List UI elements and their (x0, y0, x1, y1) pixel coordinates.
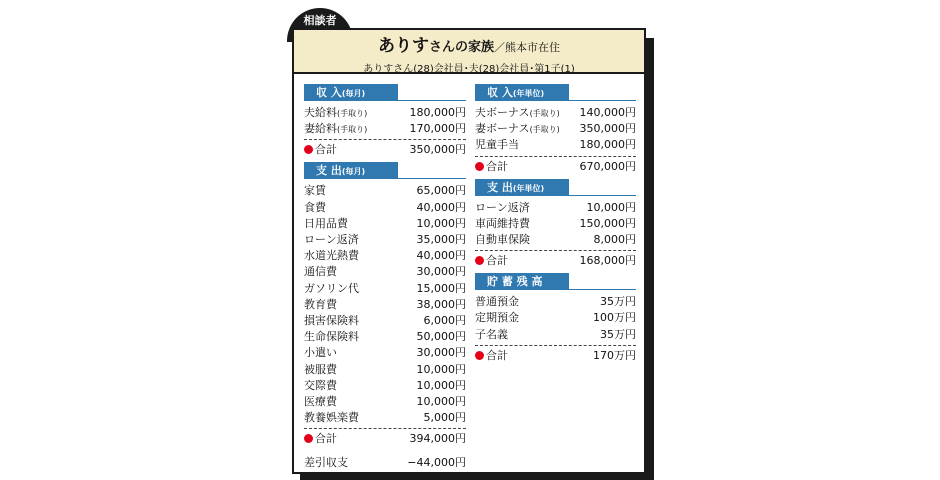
total-label: 合計 (486, 348, 508, 362)
balance-value: −44,000円 (407, 456, 466, 470)
section-title: 収 入 (487, 86, 513, 99)
table-row (475, 136, 636, 152)
table-row (304, 328, 466, 344)
row-label: 妻給料 (304, 122, 337, 136)
total-value: 350,000円 (409, 143, 466, 157)
row-label: 日用品費 (304, 216, 348, 230)
balance-label: 差引収支 (304, 456, 348, 470)
row-value: 10,000円 (416, 362, 466, 376)
row-label: ローン返済 (475, 200, 530, 214)
row-value: 180,000円 (579, 138, 636, 152)
expense-monthly-heading (304, 162, 466, 179)
row-value: 140,000円 (579, 106, 636, 120)
consultant-tag: 相談者 (287, 8, 353, 42)
row-value: 35万円 (600, 295, 636, 309)
table-row (304, 182, 466, 198)
row-value: 50,000円 (416, 330, 466, 344)
row-label: ローン返済 (304, 233, 359, 247)
row-label: ガソリン代 (304, 281, 359, 295)
total-value: 170万円 (593, 348, 636, 362)
row-value: 150,000円 (579, 216, 636, 230)
table-row (475, 309, 636, 325)
household-budget-card (292, 28, 646, 474)
total-row (475, 345, 636, 364)
total-row (304, 428, 466, 447)
row-label: 普通預金 (475, 295, 519, 309)
row-label: 小遣い (304, 346, 337, 360)
row-label: 通信費 (304, 265, 337, 279)
table-row (475, 120, 636, 136)
income-monthly-heading (304, 84, 466, 101)
total-value: 670,000円 (579, 159, 636, 173)
table-row (475, 199, 636, 215)
family-title (294, 37, 644, 57)
table-row (304, 247, 466, 263)
row-label-note: (手取り) (337, 109, 368, 119)
total-label: 合計 (315, 432, 337, 446)
row-value: 170,000円 (409, 122, 466, 136)
row-value: 40,000円 (416, 200, 466, 214)
table-row (304, 409, 466, 425)
row-label: 車両維持費 (475, 216, 530, 230)
row-value: 10,000円 (586, 200, 636, 214)
savings-heading (475, 273, 636, 290)
table-row (304, 280, 466, 296)
row-label: 損害保険料 (304, 313, 359, 327)
balance-row (304, 451, 466, 473)
income-yearly-heading (475, 84, 636, 101)
card-header (294, 30, 644, 74)
section-title: 支 出 (487, 180, 513, 194)
right-column (475, 84, 636, 368)
row-label: 生命保険料 (304, 330, 359, 344)
total-value: 394,000円 (409, 432, 466, 446)
total-row (475, 250, 636, 269)
row-label: 夫給料 (304, 106, 337, 120)
table-row (304, 296, 466, 312)
table-row (475, 104, 636, 120)
row-label: 夫ボーナス (475, 106, 530, 120)
table-row (475, 231, 636, 247)
row-label: 水道光熱費 (304, 249, 359, 263)
row-value: 65,000円 (416, 184, 466, 198)
row-label: 自動車保険 (475, 233, 530, 247)
row-label: 教育費 (304, 297, 337, 311)
family-name: ありす (377, 36, 429, 56)
expense-yearly-heading (475, 179, 636, 196)
total-value: 168,000円 (579, 254, 636, 268)
row-value: 6,000円 (423, 313, 466, 327)
table-row (304, 120, 466, 136)
total-bullet-icon (475, 256, 484, 265)
row-value: 5,000円 (423, 411, 466, 425)
total-label: 合計 (315, 143, 337, 157)
total-bullet-icon (475, 351, 484, 360)
row-label: 交際費 (304, 378, 337, 392)
table-row (475, 293, 636, 309)
section-title: 貯 蓄 残 高 (475, 273, 569, 290)
row-value: 8,000円 (593, 233, 636, 247)
row-label: 家賃 (304, 184, 326, 198)
total-bullet-icon (475, 162, 484, 171)
total-bullet-icon (304, 434, 313, 443)
row-value: 10,000円 (416, 394, 466, 408)
section-period: (年単位) (512, 183, 545, 193)
row-value: 35,000円 (416, 233, 466, 247)
table-row (304, 393, 466, 409)
row-value: 10,000円 (416, 378, 466, 392)
table-row (304, 360, 466, 376)
row-value: 10,000円 (416, 216, 466, 230)
section-title: 収 入 (316, 86, 342, 99)
family-residence: ／熊本市在住 (494, 41, 560, 54)
row-label: 被服費 (304, 362, 337, 376)
row-value: 35万円 (600, 327, 636, 341)
total-bullet-icon (304, 145, 313, 154)
row-value: 30,000円 (416, 346, 466, 360)
table-row (304, 377, 466, 393)
table-row (475, 215, 636, 231)
row-label: 教養娯楽費 (304, 411, 359, 425)
row-label: 妻ボーナス (475, 122, 530, 136)
table-row (304, 231, 466, 247)
section-period: (毎月) (341, 89, 366, 98)
table-row (304, 104, 466, 120)
row-value: 40,000円 (416, 249, 466, 263)
row-value: 180,000円 (409, 106, 466, 120)
row-label: 子名義 (475, 327, 508, 341)
family-suffix: さんの家族 (428, 40, 494, 55)
section-title: 支 出 (316, 164, 342, 178)
row-label-note: (手取り) (337, 125, 368, 135)
row-value: 100万円 (593, 311, 636, 325)
total-row (475, 156, 636, 175)
row-value: 15,000円 (416, 281, 466, 295)
row-label-note: (手取り) (529, 125, 560, 135)
total-label: 合計 (486, 159, 508, 173)
table-row (304, 215, 466, 231)
row-label-note: (手取り) (529, 109, 560, 119)
section-period: (毎月) (341, 167, 366, 177)
total-row (304, 139, 466, 158)
row-label: 医療費 (304, 394, 337, 408)
row-value: 30,000円 (416, 265, 466, 279)
table-row (304, 312, 466, 328)
row-value: 38,000円 (416, 297, 466, 311)
row-label: 定期預金 (475, 311, 519, 325)
row-label: 食費 (304, 200, 326, 214)
family-members: ありすさん(28)会社員･夫(28)会社員･第1子(1) (363, 64, 575, 75)
table-row (304, 199, 466, 215)
row-value: 350,000円 (579, 122, 636, 136)
section-period: (年単位) (512, 89, 545, 98)
table-row (304, 263, 466, 279)
row-label: 児童手当 (475, 138, 519, 152)
table-row (304, 344, 466, 360)
total-label: 合計 (486, 254, 508, 268)
table-row (475, 326, 636, 342)
left-column (304, 84, 466, 473)
